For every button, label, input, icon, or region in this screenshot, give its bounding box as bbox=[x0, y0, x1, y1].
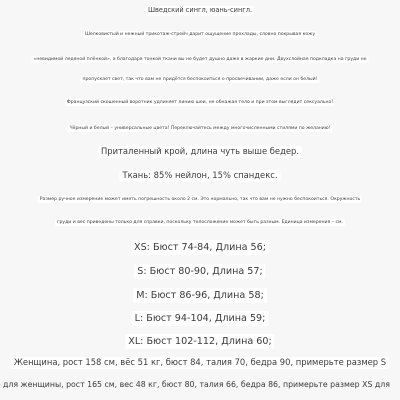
text-line-3: «невидимой ледяной плёнкой», а благодаря тонкой ткани вы не будет душно даже в жаркие дни. Двухслойная подкладка на груди не bbox=[33, 57, 367, 62]
size-s: S: Бюст 80-90, Длина 57; bbox=[134, 264, 265, 279]
text-line-10: груди и вес приведены только для справки, поскольку телосложение может быть разным. Единица измерения – см. bbox=[57, 220, 343, 225]
text-line-5: Французский скошенный воротник удлиняет линию шеи, не обнажая тело и при этом выглядит сексуально! bbox=[66, 100, 334, 105]
size-l: L: Бюст 94-104, Длина 59; bbox=[132, 311, 269, 326]
text-line-1: Шведский сингл, юань-сингл. bbox=[147, 6, 253, 14]
text-line-9: Размер ручное измерение может иметь погрешность около 2 см. Это нормально, так что вам не нужно беспокоиться. Окружность bbox=[39, 197, 361, 202]
text-line-8: Ткань: 85% нейлон, 15% спандекс. bbox=[119, 170, 280, 182]
model-info-2: для женщины, рост 165 см, вес 48 кг, бюст 80, талия 66, бедра 86, примерьте размер XS для bbox=[3, 380, 390, 389]
text-line-4: пропускает свет, так что вам не придётся беспокоиться о просвечивании, даже если он белый! bbox=[82, 77, 318, 82]
model-info-1: Женщина, рост 158 см, вёс 51 кг, бюст 84, талия 70, бедра 90, примерьте размер S bbox=[11, 357, 389, 369]
size-xl: XL: Бюст 102-112, Длина 60; bbox=[125, 334, 274, 349]
text-line-7: Приталенный крой, длина чуть выше бедер. bbox=[98, 146, 302, 158]
text-line-2: Шелковистый и нежный трикотаж-стрейч дарит ощущение прохлады, словно покрывая кожу bbox=[84, 32, 316, 37]
text-line-6: Чёрный и белый – универсальные цвета! Переключайтесь между многочисленными стилями по желанию! bbox=[69, 126, 331, 131]
size-xs: XS: Бюст 74-84, Длина 56; bbox=[131, 240, 269, 255]
size-m: M: Бюст 86-96, Длина 58; bbox=[133, 288, 267, 303]
